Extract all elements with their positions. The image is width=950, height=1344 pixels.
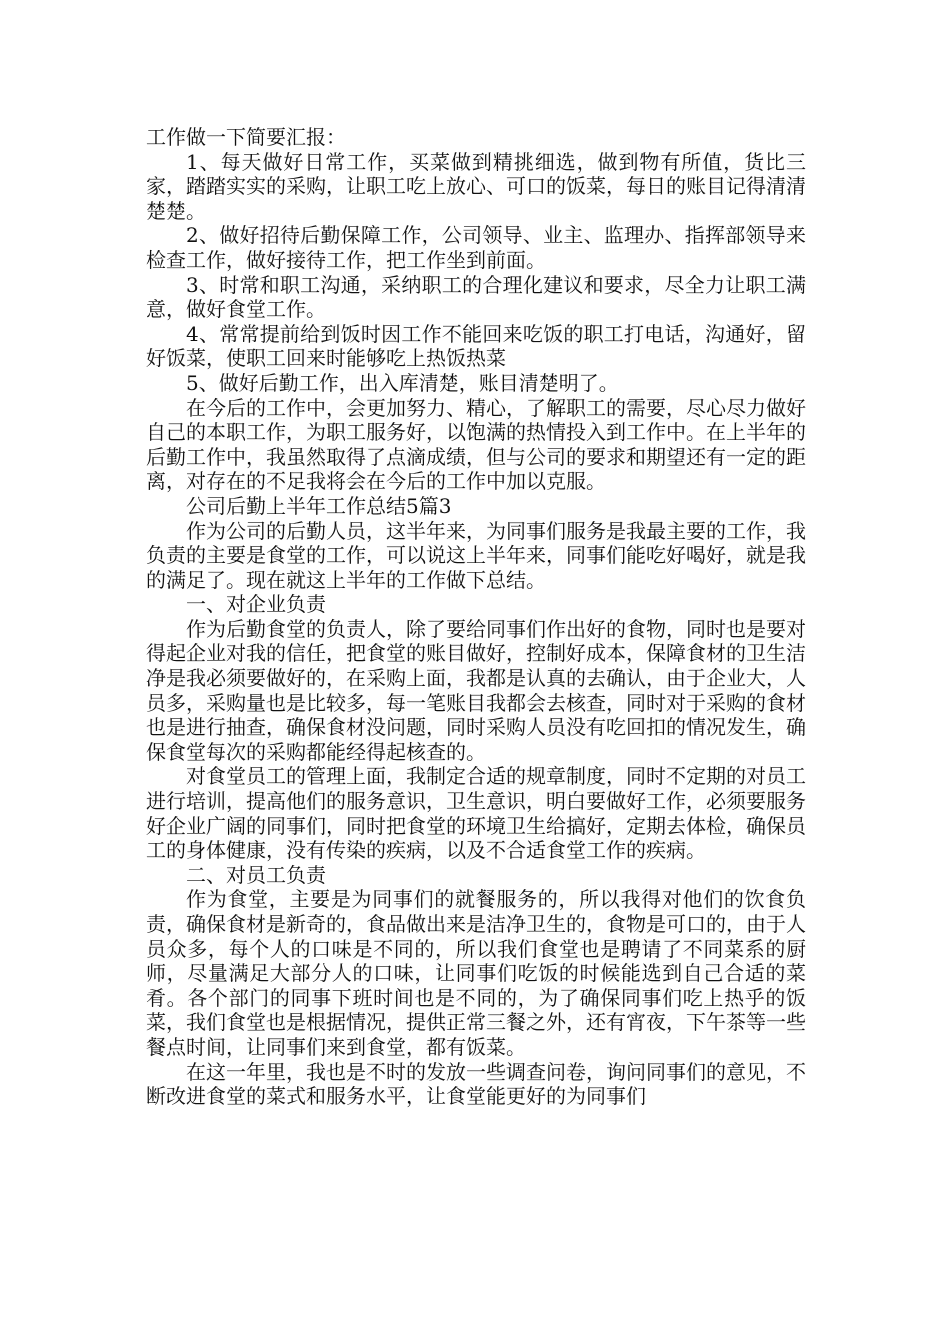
- paragraph-item-3: 3、时常和职工沟通，采纳职工的合理化建议和要求，尽全力让职工满意，做好食堂工作。: [146, 272, 806, 322]
- paragraph-item-2: 2、做好招待后勤保障工作，公司领导、业主、监理办、指挥部领导来检查工作，做好接待工作，把工作坐到前面。: [146, 223, 806, 272]
- paragraph-item-4: 4、常常提前给到饭时因工作不能回来吃饭的职工打电话，沟通好，留好饭菜，使职工回来时能够吃上热饭热菜: [146, 321, 806, 371]
- paragraph-item-1: 1、每天做好日常工作，买菜做到精挑细选，做到物有所值，货比三家，踏踏实实的采购，让职工吃上放心、可口的饭菜，每日的账目记得清清楚楚。: [146, 149, 806, 223]
- paragraph-intro: 工作做一下简要汇报：: [146, 125, 346, 149]
- paragraph-item-5: 5、做好后勤工作，出入库清楚，账目清楚明了。: [186, 370, 619, 395]
- document-page: [146, 125, 806, 1109]
- subheading-staff: 二、对员工负责: [186, 862, 326, 887]
- section-title: 公司后勤上半年工作总结5篇3: [186, 493, 452, 518]
- paragraph-staff-2: 在这一年里，我也是不时的发放一些调查问卷，询问同事们的意见，不断改进食堂的菜式和服务水平，让食堂能更好的为同事们: [146, 1059, 806, 1109]
- paragraph-staff-1: 作为食堂，主要是为同事们的就餐服务的，所以我得对他们的饮食负责，确保食材是新奇的，食品做出来是洁净卫生的，食物是可口的，由于人员众多，每个人的口味是不同的，所以我们食堂也是聘请了不同菜系的厨师，尽量满足大部分人的口味，让同事们吃饭的时候能选到自己合适的菜肴。各个部门的同事下班时间也是不同的，为了确保同事们吃上热乎的饭菜，我们食堂也是根据情况，提供正常三餐之外，还有宵夜，下午茶等一些餐点时间，让同事们来到食堂，都有饭菜。: [146, 887, 806, 1059]
- paragraph-section-intro: 作为公司的后勤人员，这半年来，为同事们服务是我最主要的工作，我负责的主要是食堂的工作，可以说这上半年来，同事们能吃好喝好，就是我的满足了。现在就这上半年的工作做下总结。: [146, 518, 806, 592]
- paragraph-enterprise-2: 对食堂员工的管理上面，我制定合适的规章制度，同时不定期的对员工进行培训，提高他们的服务意识，卫生意识，明白要做好工作，必须要服务好企业广阔的同事们，同时把食堂的环境卫生给搞好，定期去体检，确保员工的身体健康，没有传染的疾病，以及不合适食堂工作的疾病。: [146, 764, 806, 863]
- paragraph-outlook: 在今后的工作中，会更加努力、精心，了解职工的需要，尽心尽力做好自己的本职工作，为职工服务好，以饱满的热情投入到工作中。在上半年的后勤工作中，我虽然取得了点滴成绩，但与公司的要求和期望还有一定的距离，对存在的不足我将会在今后的工作中加以克服。: [146, 395, 806, 494]
- paragraph-enterprise-1: 作为后勤食堂的负责人，除了要给同事们作出好的食物，同时也是要对得起企业对我的信任，把食堂的账目做好，控制好成本，保障食材的卫生洁净是我必须要做好的，在采购上面，我都是认真的去确认，由于企业大，人员多，采购量也是比较多，每一笔账目我都会去核查，同时对于采购的食材也是进行抽查，确保食材没问题，同时采购人员没有吃回扣的情况发生，确保食堂每次的采购都能经得起核查的。: [146, 616, 806, 764]
- subheading-enterprise: 一、对企业负责: [186, 592, 326, 617]
